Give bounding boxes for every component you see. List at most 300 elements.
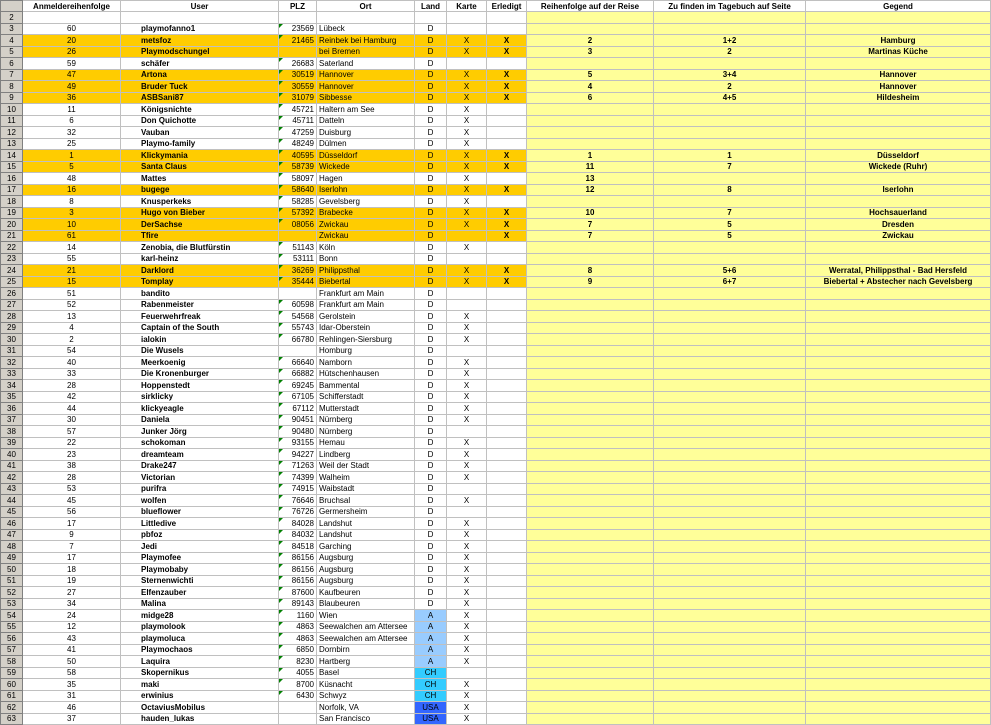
cell-anmeldereihenfolge[interactable]: 27 bbox=[23, 587, 121, 599]
cell-user[interactable]: sirklicky bbox=[121, 391, 279, 403]
cell-plz[interactable] bbox=[279, 679, 317, 691]
cell-seite[interactable] bbox=[654, 552, 806, 564]
cell-land[interactable]: D bbox=[415, 127, 447, 139]
cell-anmeldereihenfolge[interactable]: 53 bbox=[23, 483, 121, 495]
cell-gegend[interactable] bbox=[806, 656, 991, 668]
cell-karte[interactable]: X bbox=[447, 541, 487, 553]
cell-karte[interactable]: X bbox=[447, 357, 487, 369]
cell-reihenfolge[interactable] bbox=[527, 391, 654, 403]
cell-erledigt[interactable]: X bbox=[487, 92, 527, 104]
cell-land[interactable]: D bbox=[415, 575, 447, 587]
cell-erledigt[interactable] bbox=[487, 564, 527, 576]
cell-land[interactable]: D bbox=[415, 46, 447, 58]
cell-gegend[interactable] bbox=[806, 644, 991, 656]
cell-plz[interactable] bbox=[279, 667, 317, 679]
cell-reihenfolge[interactable] bbox=[527, 449, 654, 461]
cell-reihenfolge[interactable] bbox=[527, 506, 654, 518]
cell-user[interactable]: Mattes bbox=[121, 173, 279, 185]
cell-reihenfolge[interactable] bbox=[527, 437, 654, 449]
row-number[interactable]: 37 bbox=[1, 414, 23, 426]
cell-land[interactable]: D bbox=[415, 414, 447, 426]
column-header[interactable]: Reihenfolge auf der Reise bbox=[527, 1, 654, 12]
cell-karte[interactable]: X bbox=[447, 368, 487, 380]
cell-user[interactable]: wolfen bbox=[121, 495, 279, 507]
cell-anmeldereihenfolge[interactable]: 52 bbox=[23, 299, 121, 311]
cell-gegend[interactable] bbox=[806, 633, 991, 645]
cell-gegend[interactable] bbox=[806, 391, 991, 403]
cell-erledigt[interactable] bbox=[487, 656, 527, 668]
cell-seite[interactable]: 1 bbox=[654, 150, 806, 162]
cell-land[interactable]: D bbox=[415, 449, 447, 461]
cell-ort[interactable]: Kaufbeuren bbox=[317, 587, 415, 599]
cell-karte[interactable]: X bbox=[447, 449, 487, 461]
cell-gegend[interactable] bbox=[806, 460, 991, 472]
cell-user[interactable]: Bruder Tuck bbox=[121, 81, 279, 93]
cell-karte[interactable]: X bbox=[447, 690, 487, 702]
cell-gegend[interactable]: Hannover bbox=[806, 81, 991, 93]
cell-erledigt[interactable] bbox=[487, 104, 527, 116]
cell-reihenfolge[interactable] bbox=[527, 575, 654, 587]
cell-seite[interactable] bbox=[654, 564, 806, 576]
row-number[interactable]: 41 bbox=[1, 460, 23, 472]
cell-anmeldereihenfolge[interactable]: 18 bbox=[23, 564, 121, 576]
cell-plz[interactable] bbox=[279, 299, 317, 311]
cell-seite[interactable] bbox=[654, 713, 806, 725]
cell-ort[interactable]: Augsburg bbox=[317, 552, 415, 564]
cell-reihenfolge[interactable] bbox=[527, 667, 654, 679]
cell-land[interactable]: D bbox=[415, 529, 447, 541]
cell-ort[interactable]: Hannover bbox=[317, 69, 415, 81]
row-number[interactable]: 52 bbox=[1, 587, 23, 599]
cell-land[interactable]: D bbox=[415, 391, 447, 403]
cell-seite[interactable] bbox=[654, 644, 806, 656]
column-header[interactable]: Gegend bbox=[806, 1, 991, 12]
cell-reihenfolge[interactable] bbox=[527, 127, 654, 139]
cell-reihenfolge[interactable]: 6 bbox=[527, 92, 654, 104]
cell-ort[interactable]: Walheim bbox=[317, 472, 415, 484]
cell-erledigt[interactable] bbox=[487, 679, 527, 691]
cell-karte[interactable]: X bbox=[447, 518, 487, 530]
cell-gegend[interactable]: Werratal, Philippsthal - Bad Hersfeld bbox=[806, 265, 991, 277]
cell-anmeldereihenfolge[interactable]: 15 bbox=[23, 276, 121, 288]
cell-karte[interactable]: X bbox=[447, 184, 487, 196]
cell-anmeldereihenfolge[interactable]: 6 bbox=[23, 115, 121, 127]
column-header[interactable]: Erledigt bbox=[487, 1, 527, 12]
cell-ort[interactable]: Haltern am See bbox=[317, 104, 415, 116]
row-number[interactable]: 46 bbox=[1, 518, 23, 530]
cell-anmeldereihenfolge[interactable]: 23 bbox=[23, 449, 121, 461]
column-header[interactable]: Karte bbox=[447, 1, 487, 12]
cell-anmeldereihenfolge[interactable]: 36 bbox=[23, 92, 121, 104]
cell-seite[interactable] bbox=[654, 702, 806, 714]
cell-karte[interactable]: X bbox=[447, 564, 487, 576]
cell-anmeldereihenfolge[interactable]: 14 bbox=[23, 242, 121, 254]
cell-erledigt[interactable] bbox=[487, 529, 527, 541]
cell-gegend[interactable] bbox=[806, 173, 991, 185]
row-number[interactable]: 9 bbox=[1, 92, 23, 104]
cell-erledigt[interactable] bbox=[487, 644, 527, 656]
cell-land[interactable]: D bbox=[415, 207, 447, 219]
cell-plz[interactable] bbox=[279, 242, 317, 254]
cell-land[interactable]: D bbox=[415, 150, 447, 162]
cell-anmeldereihenfolge[interactable]: 45 bbox=[23, 495, 121, 507]
cell-anmeldereihenfolge[interactable]: 21 bbox=[23, 265, 121, 277]
cell-anmeldereihenfolge[interactable]: 44 bbox=[23, 403, 121, 415]
cell-erledigt[interactable] bbox=[487, 345, 527, 357]
row-number[interactable]: 59 bbox=[1, 667, 23, 679]
cell-seite[interactable] bbox=[654, 288, 806, 300]
cell-gegend[interactable] bbox=[806, 115, 991, 127]
cell-land[interactable]: CH bbox=[415, 667, 447, 679]
cell-user[interactable]: Santa Claus bbox=[121, 161, 279, 173]
cell-seite[interactable] bbox=[654, 518, 806, 530]
cell-gegend[interactable] bbox=[806, 242, 991, 254]
cell-land[interactable]: D bbox=[415, 334, 447, 346]
cell-erledigt[interactable] bbox=[487, 242, 527, 254]
cell-gegend[interactable] bbox=[806, 621, 991, 633]
cell-erledigt[interactable] bbox=[487, 196, 527, 208]
cell-user[interactable]: hauden_lukas bbox=[121, 713, 279, 725]
cell-land[interactable]: D bbox=[415, 472, 447, 484]
cell-reihenfolge[interactable]: 3 bbox=[527, 46, 654, 58]
cell-user[interactable]: Malina bbox=[121, 598, 279, 610]
cell-plz[interactable] bbox=[279, 598, 317, 610]
row-number[interactable]: 50 bbox=[1, 564, 23, 576]
cell-anmeldereihenfolge[interactable]: 1 bbox=[23, 150, 121, 162]
cell-plz[interactable] bbox=[279, 713, 317, 725]
column-header[interactable]: Anmeldereihenfolge bbox=[23, 1, 121, 12]
cell-anmeldereihenfolge[interactable]: 57 bbox=[23, 426, 121, 438]
cell-reihenfolge[interactable] bbox=[527, 334, 654, 346]
row-number[interactable]: 35 bbox=[1, 391, 23, 403]
row-number[interactable]: 25 bbox=[1, 276, 23, 288]
cell-ort[interactable]: Germersheim bbox=[317, 506, 415, 518]
cell-user[interactable]: Junker Jörg bbox=[121, 426, 279, 438]
cell-ort[interactable]: Duisburg bbox=[317, 127, 415, 139]
cell-gegend[interactable] bbox=[806, 299, 991, 311]
cell-user[interactable]: Die Wusels bbox=[121, 345, 279, 357]
cell-land[interactable]: D bbox=[415, 115, 447, 127]
cell-karte[interactable] bbox=[447, 426, 487, 438]
cell-land[interactable]: D bbox=[415, 173, 447, 185]
row-number[interactable]: 23 bbox=[1, 253, 23, 265]
cell-reihenfolge[interactable]: 10 bbox=[527, 207, 654, 219]
row-number[interactable]: 33 bbox=[1, 368, 23, 380]
row-number[interactable]: 18 bbox=[1, 196, 23, 208]
cell-gegend[interactable] bbox=[806, 449, 991, 461]
cell-land[interactable]: D bbox=[415, 299, 447, 311]
row-number[interactable]: 45 bbox=[1, 506, 23, 518]
cell-land[interactable]: D bbox=[415, 437, 447, 449]
cell-ort[interactable]: Mutterstadt bbox=[317, 403, 415, 415]
cell-karte[interactable] bbox=[447, 288, 487, 300]
cell-gegend[interactable] bbox=[806, 472, 991, 484]
cell-ort[interactable]: Namborn bbox=[317, 357, 415, 369]
row-number[interactable]: 42 bbox=[1, 472, 23, 484]
cell-karte[interactable]: X bbox=[447, 472, 487, 484]
cell-land[interactable]: D bbox=[415, 81, 447, 93]
cell-erledigt[interactable] bbox=[487, 322, 527, 334]
cell-seite[interactable]: 2 bbox=[654, 81, 806, 93]
cell-gegend[interactable] bbox=[806, 104, 991, 116]
cell-gegend[interactable] bbox=[806, 506, 991, 518]
cell-ort[interactable]: Nürnberg bbox=[317, 414, 415, 426]
cell-user[interactable]: dreamteam bbox=[121, 449, 279, 461]
cell-user[interactable]: Hugo von Bieber bbox=[121, 207, 279, 219]
cell-user[interactable]: Klickymania bbox=[121, 150, 279, 162]
cell-anmeldereihenfolge[interactable]: 33 bbox=[23, 368, 121, 380]
cell-plz[interactable] bbox=[279, 104, 317, 116]
cell-erledigt[interactable] bbox=[487, 426, 527, 438]
cell-plz[interactable] bbox=[279, 92, 317, 104]
cell-ort[interactable]: Dülmen bbox=[317, 138, 415, 150]
cell-user[interactable]: Tomplay bbox=[121, 276, 279, 288]
cell-land[interactable]: D bbox=[415, 598, 447, 610]
cell-gegend[interactable]: Martinas Küche bbox=[806, 46, 991, 58]
cell-land[interactable]: D bbox=[415, 104, 447, 116]
cell-anmeldereihenfolge[interactable]: 22 bbox=[23, 437, 121, 449]
cell-land[interactable]: D bbox=[415, 69, 447, 81]
cell-seite[interactable] bbox=[654, 242, 806, 254]
cell-anmeldereihenfolge[interactable]: 51 bbox=[23, 288, 121, 300]
cell-land[interactable]: D bbox=[415, 541, 447, 553]
cell-plz[interactable] bbox=[279, 506, 317, 518]
cell-seite[interactable] bbox=[654, 357, 806, 369]
cell-plz[interactable] bbox=[279, 196, 317, 208]
cell-karte[interactable]: X bbox=[447, 115, 487, 127]
cell-ort[interactable]: Seewalchen am Attersee bbox=[317, 621, 415, 633]
cell-ort[interactable]: Schifferstadt bbox=[317, 391, 415, 403]
cell-land[interactable]: D bbox=[415, 518, 447, 530]
cell-seite[interactable] bbox=[654, 426, 806, 438]
cell-user[interactable]: bugege bbox=[121, 184, 279, 196]
cell-reihenfolge[interactable] bbox=[527, 311, 654, 323]
row-number[interactable]: 30 bbox=[1, 334, 23, 346]
cell-plz[interactable] bbox=[279, 357, 317, 369]
cell-anmeldereihenfolge[interactable]: 7 bbox=[23, 541, 121, 553]
cell-user[interactable]: karl-heinz bbox=[121, 253, 279, 265]
cell-plz[interactable] bbox=[279, 587, 317, 599]
cell-ort[interactable]: Waibstadt bbox=[317, 483, 415, 495]
cell-karte[interactable]: X bbox=[447, 621, 487, 633]
cell-plz[interactable] bbox=[279, 12, 317, 24]
cell-user[interactable]: ASBSani87 bbox=[121, 92, 279, 104]
cell-plz[interactable] bbox=[279, 322, 317, 334]
cell-gegend[interactable] bbox=[806, 564, 991, 576]
cell-karte[interactable]: X bbox=[447, 46, 487, 58]
row-number[interactable]: 43 bbox=[1, 483, 23, 495]
cell-karte[interactable]: X bbox=[447, 150, 487, 162]
cell-karte[interactable]: X bbox=[447, 702, 487, 714]
column-header[interactable]: Zu finden im Tagebuch auf Seite bbox=[654, 1, 806, 12]
cell-ort[interactable]: Augsburg bbox=[317, 575, 415, 587]
cell-anmeldereihenfolge[interactable]: 11 bbox=[23, 104, 121, 116]
cell-ort[interactable]: Wickede bbox=[317, 161, 415, 173]
cell-seite[interactable] bbox=[654, 104, 806, 116]
cell-land[interactable]: D bbox=[415, 552, 447, 564]
cell-user[interactable]: midge28 bbox=[121, 610, 279, 622]
cell-reihenfolge[interactable] bbox=[527, 529, 654, 541]
row-number[interactable]: 57 bbox=[1, 644, 23, 656]
cell-seite[interactable] bbox=[654, 368, 806, 380]
cell-anmeldereihenfolge[interactable]: 25 bbox=[23, 138, 121, 150]
cell-seite[interactable]: 5 bbox=[654, 219, 806, 231]
cell-ort[interactable]: Philippsthal bbox=[317, 265, 415, 277]
cell-seite[interactable] bbox=[654, 656, 806, 668]
cell-gegend[interactable]: Zwickau bbox=[806, 230, 991, 242]
cell-plz[interactable] bbox=[279, 219, 317, 231]
cell-plz[interactable] bbox=[279, 541, 317, 553]
cell-ort[interactable]: Idar-Oberstein bbox=[317, 322, 415, 334]
row-number[interactable]: 7 bbox=[1, 69, 23, 81]
cell-plz[interactable] bbox=[279, 161, 317, 173]
cell-erledigt[interactable] bbox=[487, 472, 527, 484]
cell-ort[interactable]: Düsseldorf bbox=[317, 150, 415, 162]
cell-gegend[interactable] bbox=[806, 679, 991, 691]
cell-seite[interactable] bbox=[654, 483, 806, 495]
cell-karte[interactable] bbox=[447, 58, 487, 70]
cell-karte[interactable]: X bbox=[447, 414, 487, 426]
row-number[interactable]: 14 bbox=[1, 150, 23, 162]
cell-erledigt[interactable] bbox=[487, 311, 527, 323]
cell-gegend[interactable] bbox=[806, 552, 991, 564]
cell-user[interactable]: Don Quichotte bbox=[121, 115, 279, 127]
cell-plz[interactable] bbox=[279, 368, 317, 380]
cell-ort[interactable]: Basel bbox=[317, 667, 415, 679]
cell-seite[interactable] bbox=[654, 322, 806, 334]
cell-seite[interactable] bbox=[654, 414, 806, 426]
cell-seite[interactable]: 4+5 bbox=[654, 92, 806, 104]
cell-ort[interactable]: Hemau bbox=[317, 437, 415, 449]
cell-karte[interactable] bbox=[447, 230, 487, 242]
cell-reihenfolge[interactable] bbox=[527, 460, 654, 472]
row-number[interactable]: 6 bbox=[1, 58, 23, 70]
cell-plz[interactable] bbox=[279, 552, 317, 564]
cell-reihenfolge[interactable] bbox=[527, 690, 654, 702]
cell-karte[interactable]: X bbox=[447, 656, 487, 668]
cell-anmeldereihenfolge[interactable]: 19 bbox=[23, 575, 121, 587]
cell-karte[interactable]: X bbox=[447, 322, 487, 334]
cell-ort[interactable]: Gevelsberg bbox=[317, 196, 415, 208]
cell-anmeldereihenfolge[interactable]: 61 bbox=[23, 230, 121, 242]
cell-anmeldereihenfolge[interactable]: 8 bbox=[23, 196, 121, 208]
cell-user[interactable]: Victorian bbox=[121, 472, 279, 484]
cell-erledigt[interactable]: X bbox=[487, 276, 527, 288]
cell-anmeldereihenfolge[interactable]: 43 bbox=[23, 633, 121, 645]
row-number[interactable]: 39 bbox=[1, 437, 23, 449]
cell-reihenfolge[interactable] bbox=[527, 253, 654, 265]
cell-land[interactable]: D bbox=[415, 587, 447, 599]
cell-reihenfolge[interactable] bbox=[527, 299, 654, 311]
cell-plz[interactable] bbox=[279, 575, 317, 587]
cell-seite[interactable] bbox=[654, 403, 806, 415]
cell-user[interactable]: Königsnichte bbox=[121, 104, 279, 116]
cell-reihenfolge[interactable] bbox=[527, 702, 654, 714]
cell-erledigt[interactable]: X bbox=[487, 207, 527, 219]
cell-reihenfolge[interactable] bbox=[527, 357, 654, 369]
cell-seite[interactable] bbox=[654, 690, 806, 702]
cell-user[interactable]: Knusperkeks bbox=[121, 196, 279, 208]
cell-erledigt[interactable] bbox=[487, 713, 527, 725]
cell-reihenfolge[interactable] bbox=[527, 633, 654, 645]
cell-reihenfolge[interactable] bbox=[527, 58, 654, 70]
cell-seite[interactable]: 6+7 bbox=[654, 276, 806, 288]
cell-land[interactable]: USA bbox=[415, 713, 447, 725]
cell-erledigt[interactable] bbox=[487, 667, 527, 679]
cell-karte[interactable]: X bbox=[447, 552, 487, 564]
cell-user[interactable]: Playmodschungel bbox=[121, 46, 279, 58]
cell-ort[interactable]: Brabecke bbox=[317, 207, 415, 219]
cell-karte[interactable]: X bbox=[447, 380, 487, 392]
cell-karte[interactable] bbox=[447, 12, 487, 24]
cell-seite[interactable] bbox=[654, 253, 806, 265]
cell-reihenfolge[interactable] bbox=[527, 403, 654, 415]
cell-seite[interactable] bbox=[654, 12, 806, 24]
cell-user[interactable]: metsfoz bbox=[121, 35, 279, 47]
cell-seite[interactable] bbox=[654, 460, 806, 472]
cell-karte[interactable]: X bbox=[447, 575, 487, 587]
row-number[interactable]: 11 bbox=[1, 115, 23, 127]
row-number[interactable]: 26 bbox=[1, 288, 23, 300]
cell-karte[interactable]: X bbox=[447, 311, 487, 323]
cell-land[interactable]: D bbox=[415, 345, 447, 357]
row-number[interactable]: 62 bbox=[1, 702, 23, 714]
cell-gegend[interactable] bbox=[806, 713, 991, 725]
cell-anmeldereihenfolge[interactable] bbox=[23, 12, 121, 24]
cell-erledigt[interactable] bbox=[487, 437, 527, 449]
cell-gegend[interactable] bbox=[806, 58, 991, 70]
cell-plz[interactable] bbox=[279, 644, 317, 656]
cell-ort[interactable]: Frankfurt am Main bbox=[317, 299, 415, 311]
cell-anmeldereihenfolge[interactable]: 17 bbox=[23, 552, 121, 564]
cell-anmeldereihenfolge[interactable]: 4 bbox=[23, 322, 121, 334]
cell-erledigt[interactable]: X bbox=[487, 69, 527, 81]
cell-plz[interactable] bbox=[279, 426, 317, 438]
cell-land[interactable]: D bbox=[415, 35, 447, 47]
cell-gegend[interactable] bbox=[806, 334, 991, 346]
cell-karte[interactable]: X bbox=[447, 587, 487, 599]
cell-anmeldereihenfolge[interactable]: 56 bbox=[23, 506, 121, 518]
cell-user[interactable]: Tfire bbox=[121, 230, 279, 242]
cell-seite[interactable] bbox=[654, 495, 806, 507]
cell-reihenfolge[interactable] bbox=[527, 12, 654, 24]
cell-plz[interactable] bbox=[279, 58, 317, 70]
cell-plz[interactable] bbox=[279, 702, 317, 714]
cell-gegend[interactable] bbox=[806, 368, 991, 380]
cell-user[interactable]: OctaviusMobilus bbox=[121, 702, 279, 714]
cell-reihenfolge[interactable] bbox=[527, 644, 654, 656]
cell-karte[interactable]: X bbox=[447, 161, 487, 173]
cell-land[interactable]: D bbox=[415, 161, 447, 173]
cell-user[interactable]: schokoman bbox=[121, 437, 279, 449]
cell-land[interactable]: D bbox=[415, 380, 447, 392]
cell-user[interactable]: bandito bbox=[121, 288, 279, 300]
cell-anmeldereihenfolge[interactable]: 47 bbox=[23, 69, 121, 81]
cell-erledigt[interactable] bbox=[487, 552, 527, 564]
cell-ort[interactable]: Frankfurt am Main bbox=[317, 288, 415, 300]
cell-ort[interactable]: Weil der Stadt bbox=[317, 460, 415, 472]
cell-gegend[interactable] bbox=[806, 196, 991, 208]
cell-erledigt[interactable] bbox=[487, 115, 527, 127]
cell-anmeldereihenfolge[interactable]: 41 bbox=[23, 644, 121, 656]
cell-gegend[interactable] bbox=[806, 127, 991, 139]
cell-reihenfolge[interactable] bbox=[527, 368, 654, 380]
cell-gegend[interactable]: Hildesheim bbox=[806, 92, 991, 104]
cell-reihenfolge[interactable] bbox=[527, 495, 654, 507]
cell-plz[interactable] bbox=[279, 276, 317, 288]
cell-land[interactable]: D bbox=[415, 322, 447, 334]
cell-anmeldereihenfolge[interactable]: 34 bbox=[23, 598, 121, 610]
